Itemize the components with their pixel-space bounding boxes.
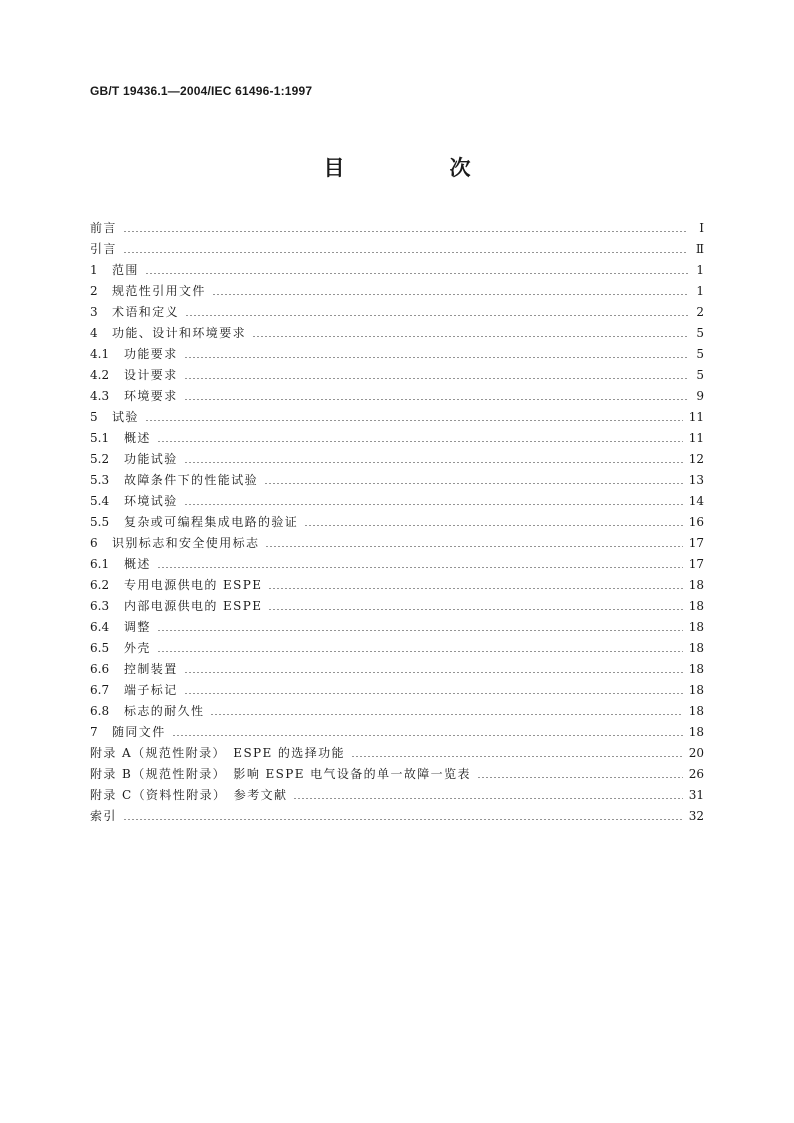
toc-entry[interactable] (90, 260, 704, 281)
toc-entry-label: 故障条件下的性能试验 (124, 473, 259, 487)
toc-entry-label: 前言 (90, 221, 117, 235)
dot-leader (304, 525, 683, 526)
toc-entry-number: 6.2 (90, 578, 110, 592)
dot-leader (123, 819, 683, 820)
dot-leader (157, 441, 683, 442)
dot-leader (157, 651, 683, 652)
toc-entry-page: 16 (688, 515, 704, 529)
toc-entry-page: 13 (688, 473, 704, 487)
toc-entry-label: 附录 A（规范性附录） ESPE 的选择功能 (90, 746, 345, 760)
dot-leader (172, 735, 683, 736)
dot-leader (184, 504, 683, 505)
toc-entry-number: 5.5 (90, 515, 110, 529)
toc-entry-number: 6.6 (90, 662, 110, 676)
toc-entry[interactable] (90, 575, 704, 596)
dot-leader (145, 420, 683, 421)
toc-entry[interactable] (90, 386, 704, 407)
toc-entry-page: 5 (696, 326, 704, 340)
toc-entry[interactable] (90, 722, 704, 743)
toc-entry-label: 功能要求 (124, 347, 178, 361)
toc-entry[interactable] (90, 785, 704, 806)
toc-entry-page: 14 (688, 494, 704, 508)
toc-entry-label: 端子标记 (124, 683, 178, 697)
table-of-contents (90, 218, 704, 827)
toc-entry-page: Ⅱ (695, 242, 704, 256)
toc-entry-label: 标志的耐久性 (124, 704, 205, 718)
toc-entry-label: 概述 (124, 431, 151, 445)
toc-entry[interactable] (90, 764, 704, 785)
toc-entry-page: 18 (688, 641, 704, 655)
toc-entry[interactable] (90, 554, 704, 575)
toc-entry-number: 6.5 (90, 641, 110, 655)
toc-entry-label: 功能、设计和环境要求 (112, 326, 247, 340)
toc-entry[interactable] (90, 470, 704, 491)
toc-entry-label: 引言 (90, 242, 117, 256)
dot-leader (210, 714, 682, 715)
dot-leader (157, 630, 683, 631)
toc-entry-page: 5 (696, 368, 704, 382)
toc-entry-page: 12 (688, 452, 704, 466)
toc-entry-label: 设计要求 (124, 368, 178, 382)
toc-entry-page: 18 (688, 662, 704, 676)
toc-title: 目 次 (323, 156, 513, 180)
toc-entry-number: 5 (90, 410, 98, 424)
dot-leader (184, 357, 688, 358)
toc-entry[interactable] (90, 596, 704, 617)
toc-entry-page: 18 (688, 578, 704, 592)
toc-entry[interactable] (90, 491, 704, 512)
dot-leader (123, 252, 688, 253)
toc-entry-number: 4 (90, 326, 98, 340)
toc-entry-number: 3 (90, 305, 98, 319)
toc-entry-label: 功能试验 (124, 452, 178, 466)
toc-entry-number: 6 (90, 536, 98, 550)
toc-entry-number: 2 (90, 284, 98, 298)
toc-entry-label: 附录 B（规范性附录） 影响 ESPE 电气设备的单一故障一览表 (90, 767, 471, 781)
dot-leader (212, 294, 688, 295)
toc-entry-number: 5.1 (90, 431, 110, 445)
toc-entry-number: 6.3 (90, 599, 110, 613)
toc-entry-label: 外壳 (124, 641, 151, 655)
toc-entry-label: 试验 (112, 410, 139, 424)
dot-leader (157, 567, 683, 568)
standard-code: GB/T 19436.1—2004/IEC 61496-1:1997 (90, 84, 313, 98)
toc-entry-number: 6.7 (90, 683, 110, 697)
toc-entry[interactable] (90, 449, 704, 470)
toc-entry-page: 18 (688, 620, 704, 634)
toc-entry-label: 识别标志和安全使用标志 (112, 536, 260, 550)
toc-entry-label: 专用电源供电的 ESPE (124, 578, 263, 592)
toc-entry-page: 18 (688, 683, 704, 697)
toc-entry-label: 环境要求 (124, 389, 178, 403)
toc-entry-page: 18 (688, 599, 704, 613)
toc-entry[interactable] (90, 512, 704, 533)
toc-entry-number: 6.4 (90, 620, 110, 634)
toc-entry-page: 18 (688, 725, 704, 739)
toc-entry-page: 32 (688, 809, 704, 823)
toc-entry-number: 5.2 (90, 452, 110, 466)
dot-leader (123, 231, 688, 232)
toc-entry-number: 4.2 (90, 368, 110, 382)
toc-entry-number: 4.3 (90, 389, 110, 403)
toc-entry-page: 17 (688, 536, 704, 550)
toc-entry-page: 31 (688, 788, 704, 802)
toc-entry-page: 11 (688, 410, 704, 424)
toc-entry-number: 6.1 (90, 557, 110, 571)
toc-entry-label: 术语和定义 (112, 305, 180, 319)
toc-entry[interactable] (90, 680, 704, 701)
toc-entry[interactable] (90, 806, 704, 827)
toc-entry[interactable] (90, 701, 704, 722)
toc-entry-number: 6.8 (90, 704, 110, 718)
toc-entry-label: 规范性引用文件 (112, 284, 206, 298)
toc-entry[interactable] (90, 302, 704, 323)
toc-entry[interactable] (90, 323, 704, 344)
toc-entry-number: 1 (90, 263, 98, 277)
toc-entry-label: 索引 (90, 809, 117, 823)
toc-entry-page: 1 (696, 284, 704, 298)
toc-entry-number: 5.3 (90, 473, 110, 487)
toc-entry-number: 5.4 (90, 494, 110, 508)
toc-entry-number: 4.1 (90, 347, 110, 361)
dot-leader (145, 273, 688, 274)
toc-entry-page: 1 (696, 263, 704, 277)
toc-entry[interactable] (90, 281, 704, 302)
dot-leader (184, 672, 683, 673)
dot-leader (477, 777, 683, 778)
dot-leader (184, 462, 683, 463)
dot-leader (351, 756, 683, 757)
toc-entry-page: 9 (696, 389, 704, 403)
dot-leader (293, 798, 682, 799)
toc-entry[interactable] (90, 617, 704, 638)
toc-entry-number: 7 (90, 725, 98, 739)
toc-entry[interactable] (90, 743, 704, 764)
toc-entry-label: 复杂或可编程集成电路的验证 (124, 515, 299, 529)
toc-entry[interactable] (90, 407, 704, 428)
toc-entry-page: 20 (688, 746, 704, 760)
toc-entry-label: 随同文件 (112, 725, 166, 739)
toc-entry-label: 调整 (124, 620, 151, 634)
toc-entry-page: 5 (696, 347, 704, 361)
dot-leader (268, 609, 682, 610)
toc-entry[interactable] (90, 638, 704, 659)
dot-leader (184, 399, 688, 400)
toc-entry-label: 附录 C（资料性附录） 参考文献 (90, 788, 288, 802)
toc-entry-page: I (699, 221, 704, 235)
toc-entry[interactable] (90, 239, 704, 260)
toc-entry[interactable] (90, 659, 704, 680)
toc-entry-label: 范围 (112, 263, 139, 277)
toc-entry[interactable] (90, 533, 704, 554)
dot-leader (252, 336, 688, 337)
toc-entry-page: 11 (688, 431, 704, 445)
toc-entry-label: 内部电源供电的 ESPE (124, 599, 263, 613)
toc-entry[interactable] (90, 428, 704, 449)
toc-entry-label: 控制装置 (124, 662, 178, 676)
toc-entry[interactable] (90, 365, 704, 386)
toc-entry-page: 26 (688, 767, 704, 781)
toc-entry-page: 2 (696, 305, 704, 319)
toc-entry-page: 18 (688, 704, 704, 718)
dot-leader (184, 378, 688, 379)
dot-leader (268, 588, 682, 589)
toc-entry-label: 环境试验 (124, 494, 178, 508)
toc-entry-label: 概述 (124, 557, 151, 571)
dot-leader (265, 546, 682, 547)
toc-entry[interactable] (90, 344, 704, 365)
toc-entry-page: 17 (688, 557, 704, 571)
dot-leader (264, 483, 683, 484)
dot-leader (185, 315, 688, 316)
toc-entry[interactable] (90, 218, 704, 239)
dot-leader (184, 693, 683, 694)
